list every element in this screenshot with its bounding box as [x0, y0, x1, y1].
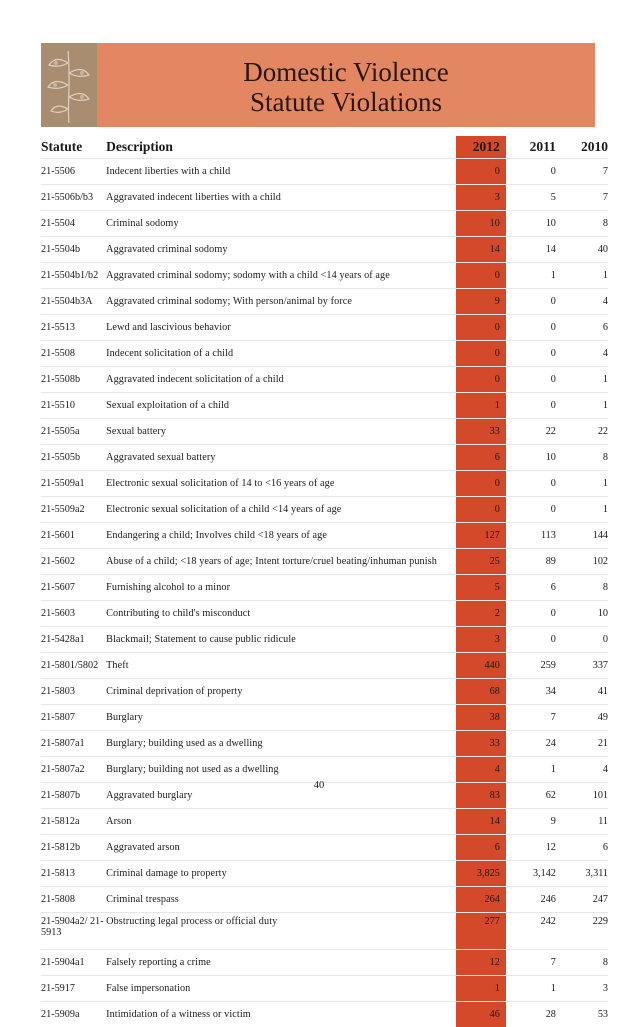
value-2012-cell: 6	[456, 835, 506, 861]
table-row	[41, 237, 608, 263]
statute-violations-table	[41, 136, 608, 1027]
statute-cell: 21-5813	[41, 861, 106, 887]
description-cell: Electronic sexual solicitation of 14 to <16 years of age	[106, 471, 456, 497]
value-2011-cell: 3,142	[506, 861, 556, 887]
value-2010-cell: 21	[556, 731, 608, 757]
value-2012-cell: 0	[456, 341, 506, 367]
value-2012-cell: 1	[456, 976, 506, 1002]
description-cell: Obstructing legal process or official duty	[106, 913, 456, 950]
value-2011-cell: 1	[506, 757, 556, 783]
value-2010-cell: 4	[556, 289, 608, 315]
value-2010-cell: 1	[556, 367, 608, 393]
description-cell: Arson	[106, 809, 456, 835]
statute-cell: 21-5505a	[41, 419, 106, 445]
description-cell: Furnishing alcohol to a minor	[106, 575, 456, 601]
value-2012-cell: 277	[456, 913, 506, 950]
value-2012-cell: 0	[456, 159, 506, 185]
value-2010-cell: 144	[556, 523, 608, 549]
header-statute: Statute	[41, 136, 106, 159]
table-row	[41, 679, 608, 705]
value-2010-cell: 53	[556, 1002, 608, 1027]
table-row	[41, 887, 608, 913]
table-row	[41, 523, 608, 549]
header-2010: 2010	[556, 136, 608, 159]
value-2010-cell: 6	[556, 835, 608, 861]
value-2011-cell: 113	[506, 523, 556, 549]
statute-cell: 21-5607	[41, 575, 106, 601]
description-cell: Criminal trespass	[106, 887, 456, 913]
value-2011-cell: 10	[506, 445, 556, 471]
statute-cell: 21-5803	[41, 679, 106, 705]
value-2011-cell: 246	[506, 887, 556, 913]
value-2012-cell: 127	[456, 523, 506, 549]
description-cell: Aggravated burglary	[106, 783, 456, 809]
value-2011-cell: 5	[506, 185, 556, 211]
value-2010-cell: 41	[556, 679, 608, 705]
description-cell: Criminal sodomy	[106, 211, 456, 237]
value-2011-cell: 7	[506, 950, 556, 976]
table-row	[41, 627, 608, 653]
value-2012-cell: 10	[456, 211, 506, 237]
statute-cell: 21-5807a1	[41, 731, 106, 757]
value-2010-cell: 8	[556, 445, 608, 471]
value-2011-cell: 0	[506, 289, 556, 315]
description-cell: Sexual exploitation of a child	[106, 393, 456, 419]
description-cell: Electronic sexual solicitation of a child <14 years of age	[106, 497, 456, 523]
value-2011-cell: 259	[506, 653, 556, 679]
value-2012-cell: 0	[456, 497, 506, 523]
description-cell: Theft	[106, 653, 456, 679]
value-2012-cell: 3	[456, 185, 506, 211]
value-2012-cell: 440	[456, 653, 506, 679]
table-row	[41, 159, 608, 185]
value-2011-cell: 12	[506, 835, 556, 861]
value-2012-cell: 33	[456, 731, 506, 757]
title-line-1: Domestic Violence	[97, 57, 595, 87]
header-2012: 2012	[456, 136, 506, 159]
statute-cell: 21-5904a1	[41, 950, 106, 976]
description-cell: Aggravated indecent liberties with a child	[106, 185, 456, 211]
table-row	[41, 419, 608, 445]
value-2012-cell: 68	[456, 679, 506, 705]
value-2010-cell: 229	[556, 913, 608, 950]
value-2011-cell: 0	[506, 601, 556, 627]
value-2011-cell: 7	[506, 705, 556, 731]
description-cell: Indecent solicitation of a child	[106, 341, 456, 367]
value-2011-cell: 10	[506, 211, 556, 237]
value-2010-cell: 337	[556, 653, 608, 679]
value-2010-cell: 7	[556, 185, 608, 211]
statute-cell: 21-5508	[41, 341, 106, 367]
value-2010-cell: 22	[556, 419, 608, 445]
value-2012-cell: 33	[456, 419, 506, 445]
description-cell: Burglary; building not used as a dwelling	[106, 757, 456, 783]
statute-cell: 21-5505b	[41, 445, 106, 471]
statute-cell: 21-5801/5802	[41, 653, 106, 679]
value-2012-cell: 3	[456, 627, 506, 653]
value-2010-cell: 40	[556, 237, 608, 263]
value-2011-cell: 62	[506, 783, 556, 809]
value-2012-cell: 0	[456, 315, 506, 341]
table-header-row	[41, 136, 608, 159]
value-2011-cell: 0	[506, 393, 556, 419]
value-2010-cell: 1	[556, 471, 608, 497]
table-row	[41, 549, 608, 575]
title-banner	[41, 43, 595, 127]
page-number: 40	[0, 780, 638, 791]
statute-cell: 21-5807a2	[41, 757, 106, 783]
value-2011-cell: 0	[506, 627, 556, 653]
value-2012-cell: 9	[456, 289, 506, 315]
statute-cell: 21-5428a1	[41, 627, 106, 653]
statute-cell: 21-5509a1	[41, 471, 106, 497]
value-2010-cell: 4	[556, 341, 608, 367]
title-line-2: Statute Violations	[97, 87, 595, 117]
description-cell: Aggravated indecent solicitation of a child	[106, 367, 456, 393]
statute-cell: 21-5504b3A	[41, 289, 106, 315]
value-2010-cell: 102	[556, 549, 608, 575]
header-2011: 2011	[506, 136, 556, 159]
value-2012-cell: 1	[456, 393, 506, 419]
statute-cell: 21-5510	[41, 393, 106, 419]
description-cell: Lewd and lascivious behavior	[106, 315, 456, 341]
value-2012-cell: 264	[456, 887, 506, 913]
value-2010-cell: 49	[556, 705, 608, 731]
value-2010-cell: 8	[556, 950, 608, 976]
value-2012-cell: 3,825	[456, 861, 506, 887]
statute-cell: 21-5812b	[41, 835, 106, 861]
value-2011-cell: 0	[506, 315, 556, 341]
value-2010-cell: 1	[556, 497, 608, 523]
description-cell: False impersonation	[106, 976, 456, 1002]
statute-cell: 21-5917	[41, 976, 106, 1002]
value-2010-cell: 4	[556, 757, 608, 783]
description-cell: Criminal deprivation of property	[106, 679, 456, 705]
value-2011-cell: 0	[506, 341, 556, 367]
table-row	[41, 341, 608, 367]
value-2010-cell: 6	[556, 315, 608, 341]
statute-cell: 21-5508b	[41, 367, 106, 393]
statute-cell: 21-5808	[41, 887, 106, 913]
value-2011-cell: 24	[506, 731, 556, 757]
value-2010-cell: 10	[556, 601, 608, 627]
statute-cell: 21-5807b	[41, 783, 106, 809]
value-2011-cell: 242	[506, 913, 556, 950]
value-2011-cell: 1	[506, 976, 556, 1002]
table-row	[41, 289, 608, 315]
value-2012-cell: 5	[456, 575, 506, 601]
table-row	[41, 950, 608, 976]
value-2010-cell: 247	[556, 887, 608, 913]
value-2011-cell: 0	[506, 497, 556, 523]
statute-cell: 21-5504b	[41, 237, 106, 263]
value-2011-cell: 22	[506, 419, 556, 445]
statute-cell: 21-5504	[41, 211, 106, 237]
value-2012-cell: 38	[456, 705, 506, 731]
value-2012-cell: 14	[456, 237, 506, 263]
page-title	[41, 57, 595, 117]
statute-cell: 21-5904a2/ 21-5913	[41, 913, 106, 950]
description-cell: Criminal damage to property	[106, 861, 456, 887]
value-2012-cell: 2	[456, 601, 506, 627]
description-cell: Intimidation of a witness or victim	[106, 1002, 456, 1027]
table-row	[41, 757, 608, 783]
table-row	[41, 185, 608, 211]
value-2011-cell: 0	[506, 471, 556, 497]
value-2011-cell: 6	[506, 575, 556, 601]
value-2010-cell: 1	[556, 263, 608, 289]
value-2012-cell: 0	[456, 471, 506, 497]
value-2010-cell: 11	[556, 809, 608, 835]
value-2012-cell: 83	[456, 783, 506, 809]
statute-cell: 21-5909a	[41, 1002, 106, 1027]
table-row	[41, 211, 608, 237]
value-2012-cell: 6	[456, 445, 506, 471]
value-2011-cell: 89	[506, 549, 556, 575]
table-row	[41, 1002, 608, 1027]
table-row	[41, 471, 608, 497]
value-2011-cell: 9	[506, 809, 556, 835]
value-2011-cell: 14	[506, 237, 556, 263]
description-cell: Aggravated criminal sodomy; With person/animal by force	[106, 289, 456, 315]
value-2010-cell: 0	[556, 627, 608, 653]
description-cell: Burglary	[106, 705, 456, 731]
statute-cell: 21-5603	[41, 601, 106, 627]
table-row	[41, 367, 608, 393]
value-2011-cell: 34	[506, 679, 556, 705]
value-2010-cell: 3,311	[556, 861, 608, 887]
value-2010-cell: 8	[556, 211, 608, 237]
table-row	[41, 861, 608, 887]
statute-cell: 21-5504b1/b2	[41, 263, 106, 289]
table-row	[41, 913, 608, 950]
table-row	[41, 393, 608, 419]
table-row	[41, 497, 608, 523]
value-2012-cell: 14	[456, 809, 506, 835]
statute-cell: 21-5506b/b3	[41, 185, 106, 211]
table-row	[41, 835, 608, 861]
description-cell: Aggravated criminal sodomy	[106, 237, 456, 263]
table-row	[41, 445, 608, 471]
description-cell: Aggravated arson	[106, 835, 456, 861]
value-2012-cell: 25	[456, 549, 506, 575]
table-row	[41, 731, 608, 757]
table-row	[41, 601, 608, 627]
statute-cell: 21-5513	[41, 315, 106, 341]
table-row	[41, 705, 608, 731]
description-cell: Contributing to child's misconduct	[106, 601, 456, 627]
value-2011-cell: 28	[506, 1002, 556, 1027]
statute-cell: 21-5602	[41, 549, 106, 575]
table-row	[41, 263, 608, 289]
value-2012-cell: 4	[456, 757, 506, 783]
statute-cell: 21-5807	[41, 705, 106, 731]
value-2010-cell: 101	[556, 783, 608, 809]
table-row	[41, 976, 608, 1002]
description-cell: Abuse of a child; <18 years of age; Intent torture/cruel beating/inhuman punish	[106, 549, 456, 575]
description-cell: Aggravated criminal sodomy; sodomy with a child <14 years of age	[106, 263, 456, 289]
value-2010-cell: 7	[556, 159, 608, 185]
value-2010-cell: 1	[556, 393, 608, 419]
statute-cell: 21-5601	[41, 523, 106, 549]
value-2012-cell: 0	[456, 263, 506, 289]
value-2012-cell: 12	[456, 950, 506, 976]
header-description: Description	[106, 136, 456, 159]
statute-cell: 21-5812a	[41, 809, 106, 835]
value-2010-cell: 3	[556, 976, 608, 1002]
table-row	[41, 575, 608, 601]
table-row	[41, 315, 608, 341]
description-cell: Endangering a child; Involves child <18 years of age	[106, 523, 456, 549]
description-cell: Burglary; building used as a dwelling	[106, 731, 456, 757]
description-cell: Falsely reporting a crime	[106, 950, 456, 976]
value-2011-cell: 0	[506, 159, 556, 185]
statute-cell: 21-5506	[41, 159, 106, 185]
table-row	[41, 653, 608, 679]
value-2012-cell: 46	[456, 1002, 506, 1027]
description-cell: Blackmail; Statement to cause public ridicule	[106, 627, 456, 653]
value-2011-cell: 1	[506, 263, 556, 289]
table-row	[41, 809, 608, 835]
description-cell: Aggravated sexual battery	[106, 445, 456, 471]
value-2012-cell: 0	[456, 367, 506, 393]
description-cell: Indecent liberties with a child	[106, 159, 456, 185]
statute-cell: 21-5509a2	[41, 497, 106, 523]
description-cell: Sexual battery	[106, 419, 456, 445]
value-2010-cell: 8	[556, 575, 608, 601]
value-2011-cell: 0	[506, 367, 556, 393]
